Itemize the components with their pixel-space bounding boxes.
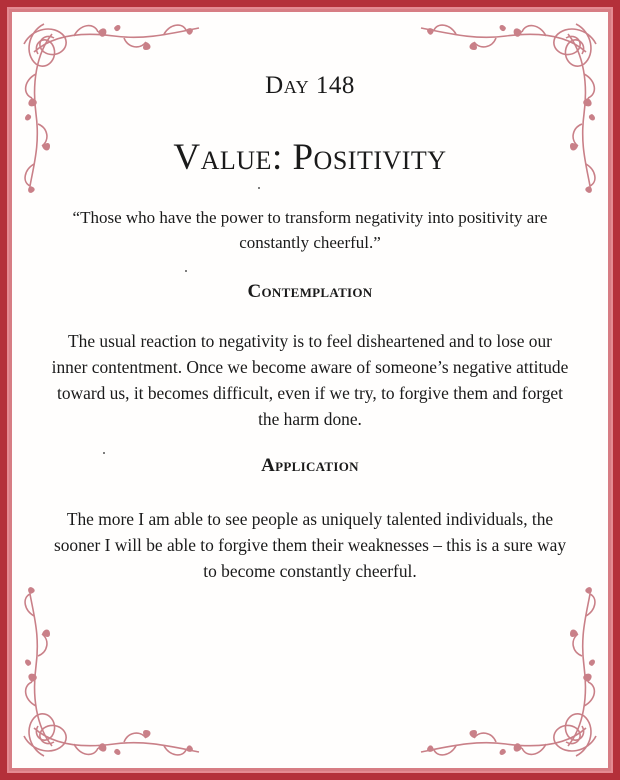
application-text: The more I am able to see people as uniquely talented individuals, the sooner I will be able to forgive them their weaknesses – this is a sure way to become constantly cheerful. [53, 509, 567, 581]
contemplation-text: The usual reaction to negativity is to feel disheartened and to lose our inner contentment. Once we become aware of someone’s negative attitude toward us, it becomes difficult, even if we try, to forgive them and forget the harm done. [51, 331, 569, 429]
scan-speck [103, 452, 105, 454]
contemplation-heading: Contemplation [247, 281, 373, 302]
day-heading: Day 148 [265, 72, 355, 99]
corner-ornament-icon [406, 586, 606, 766]
scan-speck [185, 270, 187, 272]
scan-speck [258, 187, 260, 189]
value-title: Value: Positivity [173, 137, 447, 178]
corner-ornament-icon [14, 586, 214, 766]
quote-text: “Those who have the power to transform negativity into positivity are constantly cheerful.” [72, 208, 548, 252]
application-heading: Application [261, 455, 359, 476]
